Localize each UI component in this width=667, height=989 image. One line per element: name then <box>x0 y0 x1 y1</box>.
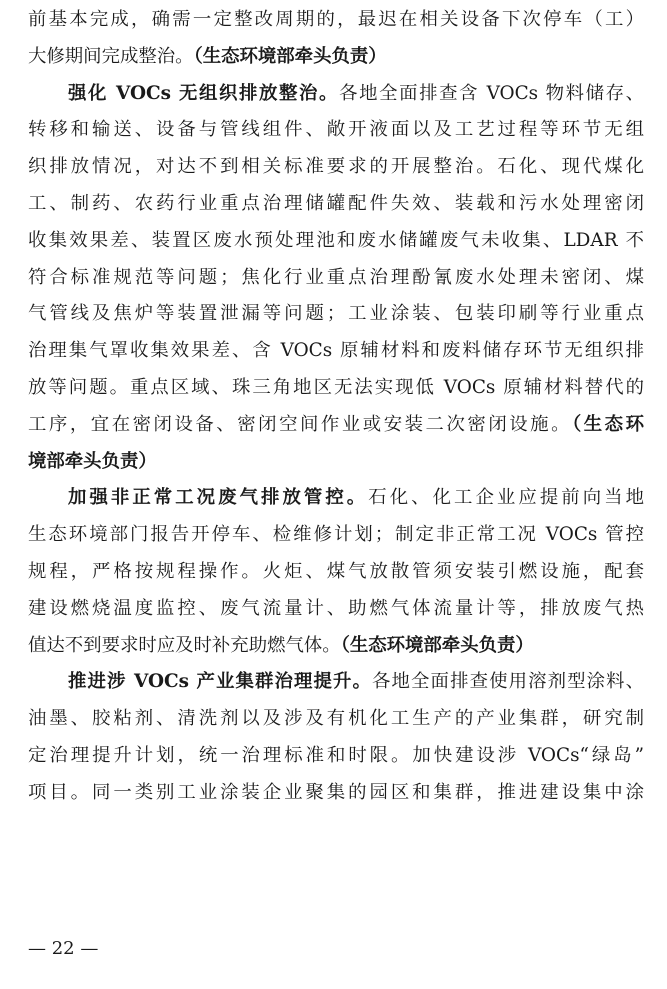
text-run: 工序，宜在密闭设备、密闭空间作业或安装二次密闭设施。 <box>28 413 573 435</box>
text-line: 放等问题。重点区域、珠三角地区无法实现低 VOCs 原辅材料替代的 <box>28 376 644 398</box>
text-line <box>28 664 644 701</box>
responsibility-note: （生态环境部牵头负责） <box>340 634 534 656</box>
text-line <box>28 76 644 113</box>
text-line: 项目。同一类别工业涂装企业聚集的园区和集群，推进建设集中涂 <box>28 781 644 803</box>
text-line <box>28 407 644 444</box>
text-run: 值达不到要求时应及时补充助燃气体。 <box>28 634 341 656</box>
text-line: 工、制药、农药行业重点治理储罐配件失效、装载和污水处理密闭 <box>28 192 644 214</box>
document-body <box>28 2 644 812</box>
text-run: 大修期间完成整治。 <box>28 45 194 67</box>
text-line <box>28 480 644 517</box>
text-line: 气管线及焦炉等装置泄漏等问题；工业涂装、包装印刷等行业重点 <box>28 303 644 325</box>
text-line: 规程，严格按规程操作。火炬、煤气放散管须安装引燃设施，配套 <box>28 560 644 582</box>
responsibility-note: （生态环境部牵头负责） <box>193 45 387 67</box>
responsibility-note: 境部牵头负责） <box>28 450 157 472</box>
text-line: 织排放情况，对达不到相关标准要求的开展整治。石化、现代煤化 <box>28 156 644 178</box>
text-line: 收集效果差、装置区废水预处理池和废水储罐废气未收集、LDAR 不 <box>28 229 644 251</box>
text-line: 油墨、胶粘剂、清洗剂以及涉及有机化工生产的产业集群，研究制 <box>28 708 644 730</box>
paragraph-heading: 强化 VOCs 无组织排放整治。 <box>68 82 340 104</box>
paragraph-heading: 加强非正常工况废气排放管控。 <box>68 487 369 509</box>
text-line: 符合标准规范等问题；焦化行业重点治理酚氰废水处理未密闭、煤 <box>28 266 644 288</box>
text-run: 各地全面排查使用溶剂型涂料、 <box>372 671 644 693</box>
text-line <box>28 628 644 665</box>
text-line: 建设燃烧温度监控、废气流量计、助燃气体流量计等，排放废气热 <box>28 597 644 619</box>
page-number: — 22 — <box>28 938 99 959</box>
text-run: 各地全面排查含 VOCs 物料储存、 <box>339 82 644 104</box>
text-line: 前基本完成，确需一定整改周期的，最迟在相关设备下次停车（工） <box>28 9 644 30</box>
text-line: 生态环境部门报告开停车、检维修计划；制定非正常工况 VOCs 管控 <box>28 524 644 546</box>
text-line: 治理集气罩收集效果差、含 VOCs 原辅材料和废料储存环节无组织排 <box>28 340 644 362</box>
paragraph-heading: 推进涉 VOCs 产业集群治理提升。 <box>68 671 373 693</box>
text-line <box>28 39 644 76</box>
responsibility-note: （生态环 <box>572 413 644 435</box>
text-line: 转移和输送、设备与管线组件、敞开液面以及工艺过程等环节无组 <box>28 119 644 141</box>
text-line: 定治理提升计划，统一治理标准和时限。加快建设涉 VOCs“绿岛” <box>28 744 644 766</box>
text-run: 石化、化工企业应提前向当地 <box>368 487 644 509</box>
